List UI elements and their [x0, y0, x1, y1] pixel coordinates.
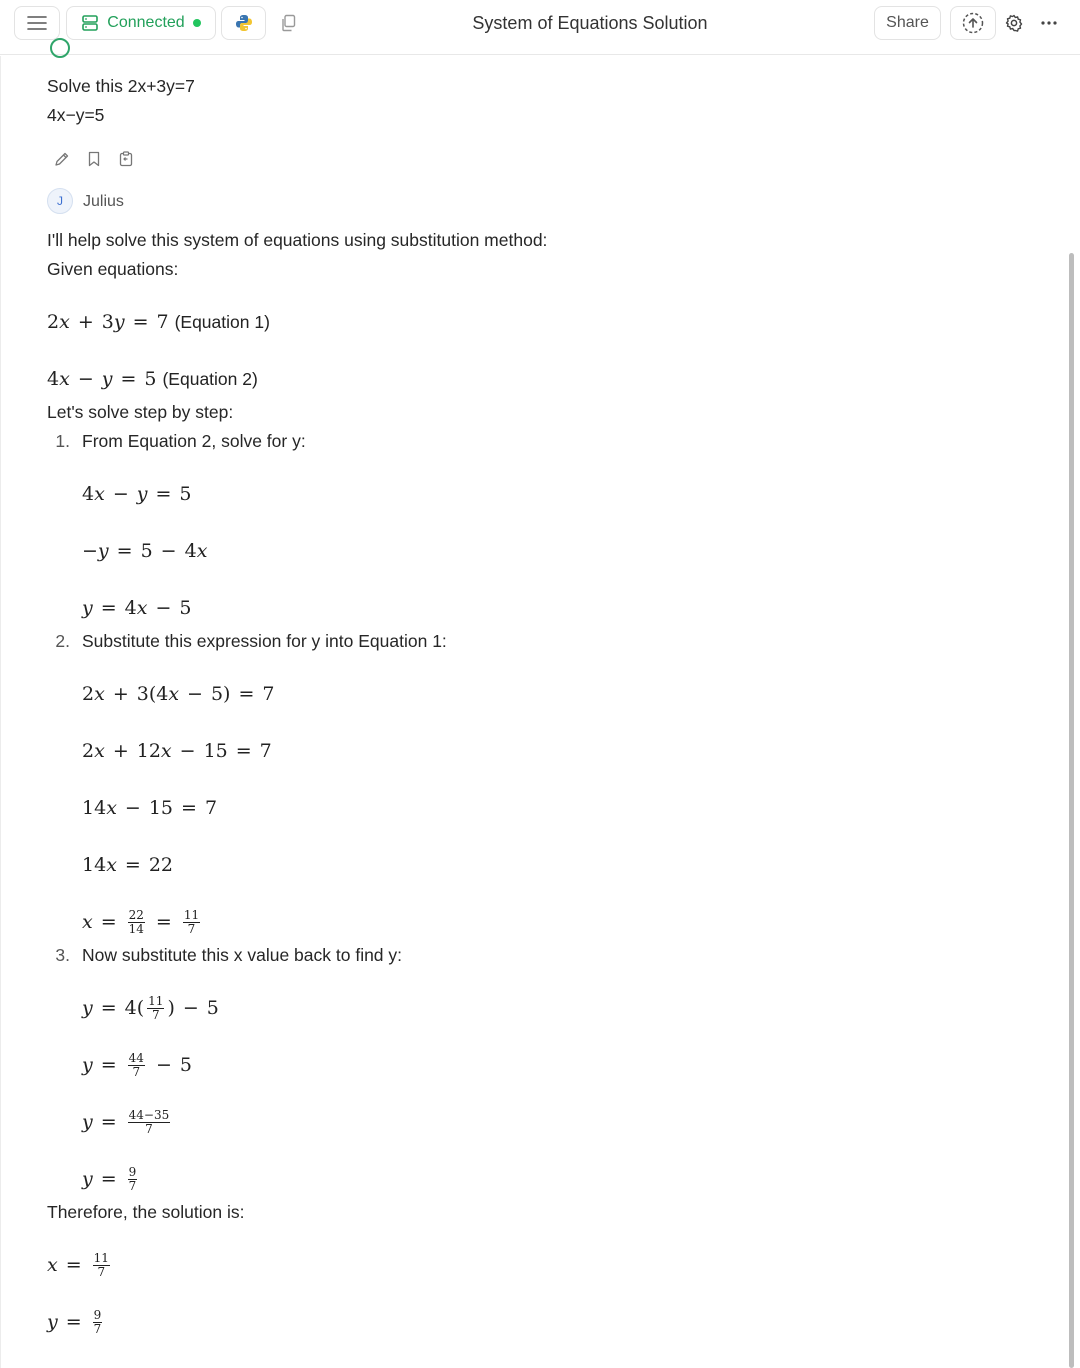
copy-button[interactable]: [278, 12, 298, 34]
math-line: 14 x = 22: [82, 853, 174, 876]
share-button[interactable]: Share: [874, 6, 941, 40]
user-avatar-partial: [50, 38, 70, 58]
clipboard-button[interactable]: [117, 150, 135, 168]
python-button[interactable]: [221, 6, 266, 40]
list-item: [47, 941, 1047, 970]
math-line: y = 4 x − 5: [82, 596, 192, 619]
step-intro: Let's solve step by step:: [47, 402, 234, 422]
equation-tag: (Equation 1): [174, 311, 270, 332]
step-number: 1.: [55, 431, 70, 451]
step-text: From Equation 2, solve for y:: [82, 431, 306, 451]
equation-2: 4 x − y = 5 (Equation 2): [47, 360, 1047, 398]
upload-icon: [961, 11, 985, 35]
equation-1: 2 x + 3 y = 7 (Equation 1): [47, 303, 1047, 341]
avatar: J: [47, 188, 73, 214]
chat-content: [47, 72, 1047, 1341]
settings-button[interactable]: [1003, 12, 1025, 34]
step-text: Substitute this expression for y into Equation 1:: [82, 631, 447, 651]
bookmark-button[interactable]: [85, 150, 103, 168]
conclusion-text: Therefore, the solution is:: [47, 1202, 245, 1222]
copy-icon: [280, 14, 296, 32]
given-text: Given equations:: [47, 259, 179, 279]
solution-x: x = $\frac{11}{7}$: [47, 1250, 109, 1279]
user-message-line: Solve this 2x+3y=7: [47, 76, 195, 96]
list-item: [47, 627, 1047, 656]
scrollbar-thumb[interactable]: [1069, 253, 1074, 1368]
assistant-message: [47, 226, 1047, 1341]
assistant-name: Julius: [83, 192, 124, 210]
math-line: y = $\frac{44}{7}$ − 5: [82, 1050, 192, 1079]
list-item: [47, 427, 1047, 456]
top-bar: [0, 0, 1080, 55]
step-text: Now substitute this x value back to find y:: [82, 945, 403, 965]
step-2-math: [82, 656, 1047, 941]
more-icon: [1041, 21, 1057, 25]
clipboard-icon: [118, 151, 134, 167]
menu-icon: [27, 15, 47, 31]
assistant-header: [47, 186, 1047, 216]
status-dot: [193, 19, 201, 27]
math-line: 4 x − y = 5: [82, 482, 192, 505]
math-line: − y = 5 − 4 x: [82, 539, 208, 562]
step-1-math: [82, 456, 1047, 627]
math-line: 14 x − 15 = 7: [82, 796, 218, 819]
math-line: y = $\frac{9}{7}$: [82, 1164, 137, 1193]
message-actions: [53, 150, 1047, 168]
math-line: y = 4( $\frac{11}{7}$ ) − 5: [82, 993, 219, 1022]
python-icon: [234, 13, 254, 33]
math-line: 2 x + 12 x − 15 = 7: [82, 739, 272, 762]
intro-text: I'll help solve this system of equations using substitution method:: [47, 230, 548, 250]
connection-label: Connected: [107, 14, 185, 31]
left-border: [0, 56, 1, 1368]
user-message: [47, 72, 1047, 130]
edit-icon: [54, 151, 70, 167]
server-icon: [81, 14, 99, 32]
bookmark-icon: [87, 151, 101, 167]
more-button[interactable]: [1038, 12, 1060, 34]
page-title: System of Equations Solution: [472, 13, 708, 33]
step-3-math: [82, 970, 1047, 1198]
menu-button[interactable]: [14, 6, 60, 40]
gear-icon: [1005, 14, 1023, 32]
math-line: y = $\frac{44-35}{7}$: [82, 1107, 170, 1136]
equation-tag: (Equation 2): [162, 368, 258, 389]
connection-status-button[interactable]: [66, 6, 216, 40]
math-line: x = $\frac{22}{14}$ = $\frac{11}{7}$: [82, 907, 200, 936]
solution-y: y = $\frac{9}{7}$: [47, 1307, 102, 1336]
user-message-line: 4x−y=5: [47, 105, 105, 125]
step-number: 3.: [55, 945, 70, 965]
math-line: 2 x + 3(4 x − 5) = 7: [82, 682, 275, 705]
step-number: 2.: [55, 631, 70, 651]
upload-button[interactable]: [950, 6, 996, 40]
edit-button[interactable]: [53, 150, 71, 168]
